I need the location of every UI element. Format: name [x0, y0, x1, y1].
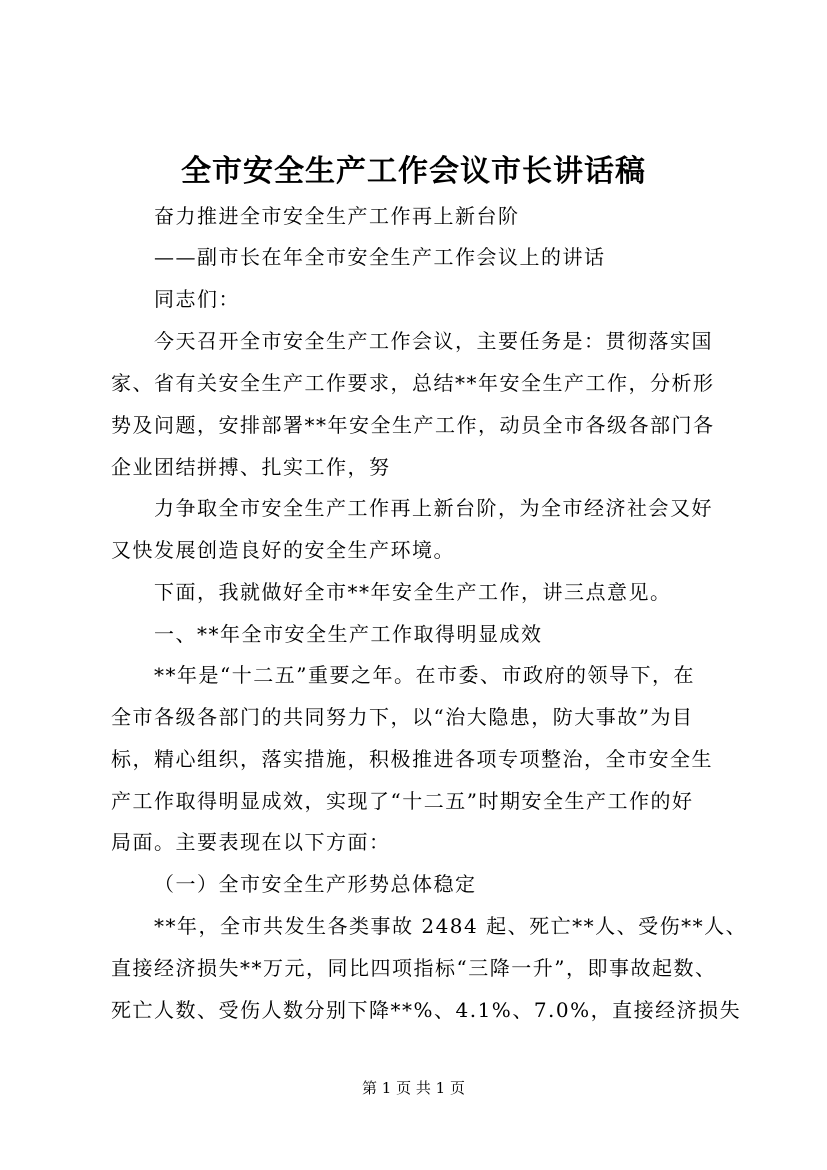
paragraph-line: 下面，我就做好全市**年安全生产工作，讲三点意见。	[154, 580, 672, 604]
paragraph-line: 局面。主要表现在以下方面：	[111, 830, 391, 854]
paragraph-line: 死亡人数、受伤人数分别下降**%、4.1%、7.0%，直接经济损失	[111, 998, 742, 1022]
paragraph-line: 产工作取得明显成效，实现了“十二五”时期安全生产工作的好	[111, 789, 694, 813]
page-footer: 第 1 页 共 1 页	[362, 1079, 465, 1097]
subsection-heading: （一）全市安全生产形势总体稳定	[154, 872, 477, 896]
salutation: 同志们：	[154, 287, 240, 311]
paragraph-line: 企业团结拼搏、扎实工作，努	[111, 455, 391, 479]
document-title: 全市安全生产工作会议市长讲话稿	[181, 154, 646, 189]
paragraph-line: 全市各级各部门的共同努力下，以“治大隐患，防大事故”为目	[111, 705, 694, 729]
paragraph-line: **年是“十二五”重要之年。在市委、市政府的领导下，在	[154, 663, 695, 687]
paragraph-line: 直接经济损失**万元，同比四项指标“三降一升”，即事故起数、	[111, 956, 717, 980]
document-subtitle: 奋力推进全市安全生产工作再上新台阶	[154, 204, 520, 228]
paragraph-line: 家、省有关安全生产工作要求，总结**年安全生产工作，分析形	[111, 371, 715, 395]
paragraph-line: 又快发展创造良好的安全生产环境。	[111, 538, 455, 562]
paragraph-line: 势及问题，安排部署**年安全生产工作，动员全市各级各部门各	[111, 413, 715, 437]
paragraph-line: 力争取全市安全生产工作再上新台阶，为全市经济社会又好	[154, 496, 713, 520]
document-byline: ——副市长在年全市安全生产工作会议上的讲话	[154, 245, 606, 269]
section-heading: 一、**年全市安全生产工作取得明显成效	[154, 622, 543, 646]
paragraph-line: 标，精心组织，落实措施，积极推进各项专项整治，全市安全生	[111, 747, 713, 771]
paragraph-line: 今天召开全市安全生产工作会议，主要任务是：贯彻落实国	[154, 329, 713, 353]
paragraph-line: **年，全市共发生各类事故 2484 起、死亡**人、受伤**人、	[154, 914, 748, 938]
